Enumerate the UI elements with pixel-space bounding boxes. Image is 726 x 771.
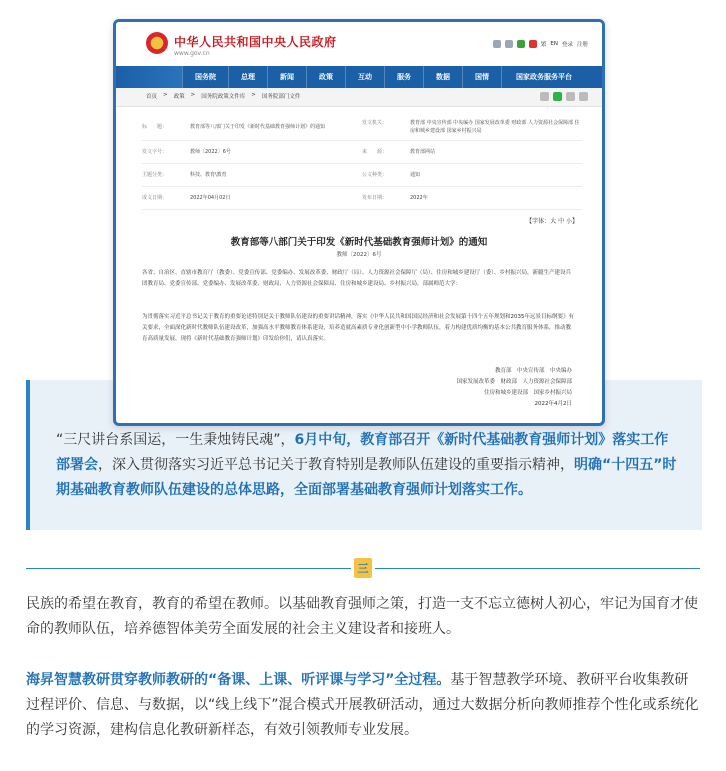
article-paragraph-2: 海昇智慧教研贯穿教师教研的“备课、上课、听评课与学习”全过程。基于智慧教学环境、教研平台收集教研过程评价、信息、与数据，以“线上线下”混合模式开展教研活动，通过大数据分析向教师推荐个性化或系统化的学习资源，建构信息化教研新样态，有效引领教师专业发展。 — [26, 672, 699, 738]
crumb-policy[interactable]: 政策 — [173, 94, 185, 100]
doc-addressees: 各省、自治区、直辖市教育厅（教委）、党委宣传部、党委编办、发展改革委、财政厅（局）、人力资源社会保障厅（局）、住房和城乡建设厅（委）、乡村振兴局，新疆生产建设兵团教育局、党委宣传部、党委编办、发展改革委、财政局、人力资源社会保障局、住房和城乡建设局、乡村振兴局，部属师范大学： — [142, 270, 572, 287]
qzone-share-icon[interactable] — [579, 92, 588, 101]
nav-item-state-council[interactable]: 国务院 — [182, 66, 228, 88]
wechat-icon[interactable] — [517, 40, 525, 48]
doc-body-text: 为贯彻落实习近平总书记关于教育的重要论述特别是关于教师队伍建设的重要讲话精神，落实《中华人民共和国国民经济和社会发展第十四个五年规划和2035年远景目标纲要》有关要求，全面深化新时代教师队伍建设改革，加强高水平教师教育体系建设，培养造就高素质专业化创新型中小学教师队伍，着力构建优质均衡的基本公共教育服务体系，推动教育高质量发展，现将《新时代基础教育强师计划》印发给你们，请认真落实。 — [142, 314, 575, 342]
nav-item-service-platform[interactable]: 国家政务服务平台 — [501, 66, 586, 88]
print-icon[interactable] — [540, 92, 549, 101]
crumb-home[interactable]: 首页 — [146, 94, 158, 100]
link-english[interactable]: EN — [550, 41, 558, 47]
header-tools — [493, 40, 588, 48]
nav-item-service[interactable]: 服务 — [384, 66, 423, 88]
meta-row: 成文日期： 2022年04月02日 发布日期： 2022年 — [142, 187, 582, 210]
crumb-dept-docs[interactable]: 国务院部门文件 — [261, 94, 301, 100]
nav-deco-tiananmen — [116, 66, 182, 88]
article-paragraph-1: 民族的希望在教育，教育的希望在教师。以基础教育强师之策，打造一支不忘立德树人初心，牢记为国育才使命的教师队伍，培养德智体美劳全面发展的社会主义建设者和接班人。 — [26, 596, 698, 637]
nav-item-news[interactable]: 新闻 — [267, 66, 306, 88]
doc-metadata-table — [142, 114, 582, 210]
national-emblem-icon — [146, 32, 168, 54]
mail-icon[interactable] — [493, 40, 501, 48]
mobile-icon[interactable] — [505, 40, 513, 48]
nav-item-national-info[interactable]: 国情 — [462, 66, 501, 88]
crumb-library[interactable]: 国务院政策文件库 — [201, 94, 246, 100]
font-size-switcher[interactable]: 【字体：大 中 小】 — [526, 218, 578, 225]
weibo-share-icon[interactable] — [566, 92, 575, 101]
gov-site-title: 中华人民共和国中央人民政府 — [174, 35, 337, 49]
breadcrumb-bar — [116, 88, 602, 107]
breadcrumb: 首页 > 政策 > 国务院政策文件库 > 国务院部门文件 — [146, 92, 301, 100]
gov-site-url: www.gov.cn — [174, 50, 210, 57]
gov-page-screenshot — [113, 19, 605, 426]
nav-item-policy[interactable]: 政策 — [306, 66, 345, 88]
share-tools — [540, 92, 588, 101]
doc-signature: 教育部 中央宣传部 中央编办 国家发展改革委 财政部 人力资源社会保障部 住房和城乡建设部 国家乡村振兴局 2022年4月2日 — [456, 368, 572, 407]
link-login[interactable]: 登录 — [561, 42, 573, 48]
quote-paragraph: “三尺讲台系国运，一生秉烛铸民魂”，6月中旬，教育部召开《新时代基础教育强师计划》落实工作部署会，深入贯彻落实习近平总书记关于教育特别是教师队伍建设的重要指示精神，明确“十四五”时期基础教育教师队伍建设的总体思路，全面部署基础教育强师计划落实工作。 — [56, 432, 677, 498]
weibo-icon[interactable] — [529, 40, 537, 48]
doc-number: 教师〔2022〕6号 — [336, 252, 382, 258]
divider-badge-icon: 三 — [354, 558, 372, 578]
gov-main-nav — [116, 66, 602, 88]
nav-item-interaction[interactable]: 互动 — [345, 66, 384, 88]
wechat-share-icon[interactable] — [553, 92, 562, 101]
link-traditional[interactable]: 繁 — [540, 42, 547, 48]
meta-row: 发文字号： 教师〔2022〕6号 来 源： 教育部网站 — [142, 141, 582, 164]
meta-row: 标 题： 教育部等八部门关于印发《新时代基础教育强师计划》的通知 发文机关： 教育部 中央宣传部 中央编办 国家发展改革委 财政部 人力资源社会保障部 住房和城乡建设部 国家乡村振兴局 — [142, 114, 582, 141]
meta-row: 主题分类： 科技、教育\教育 公文种类： 通知 — [142, 164, 582, 187]
doc-title: 教育部等八部门关于印发《新时代基础教育强师计划》的通知 — [230, 237, 488, 248]
link-register[interactable]: 注册 — [576, 42, 588, 48]
quote-accent-bar — [26, 380, 30, 530]
nav-item-data[interactable]: 数据 — [423, 66, 462, 88]
nav-item-premier[interactable]: 总理 — [228, 66, 267, 88]
gov-header — [116, 22, 602, 66]
